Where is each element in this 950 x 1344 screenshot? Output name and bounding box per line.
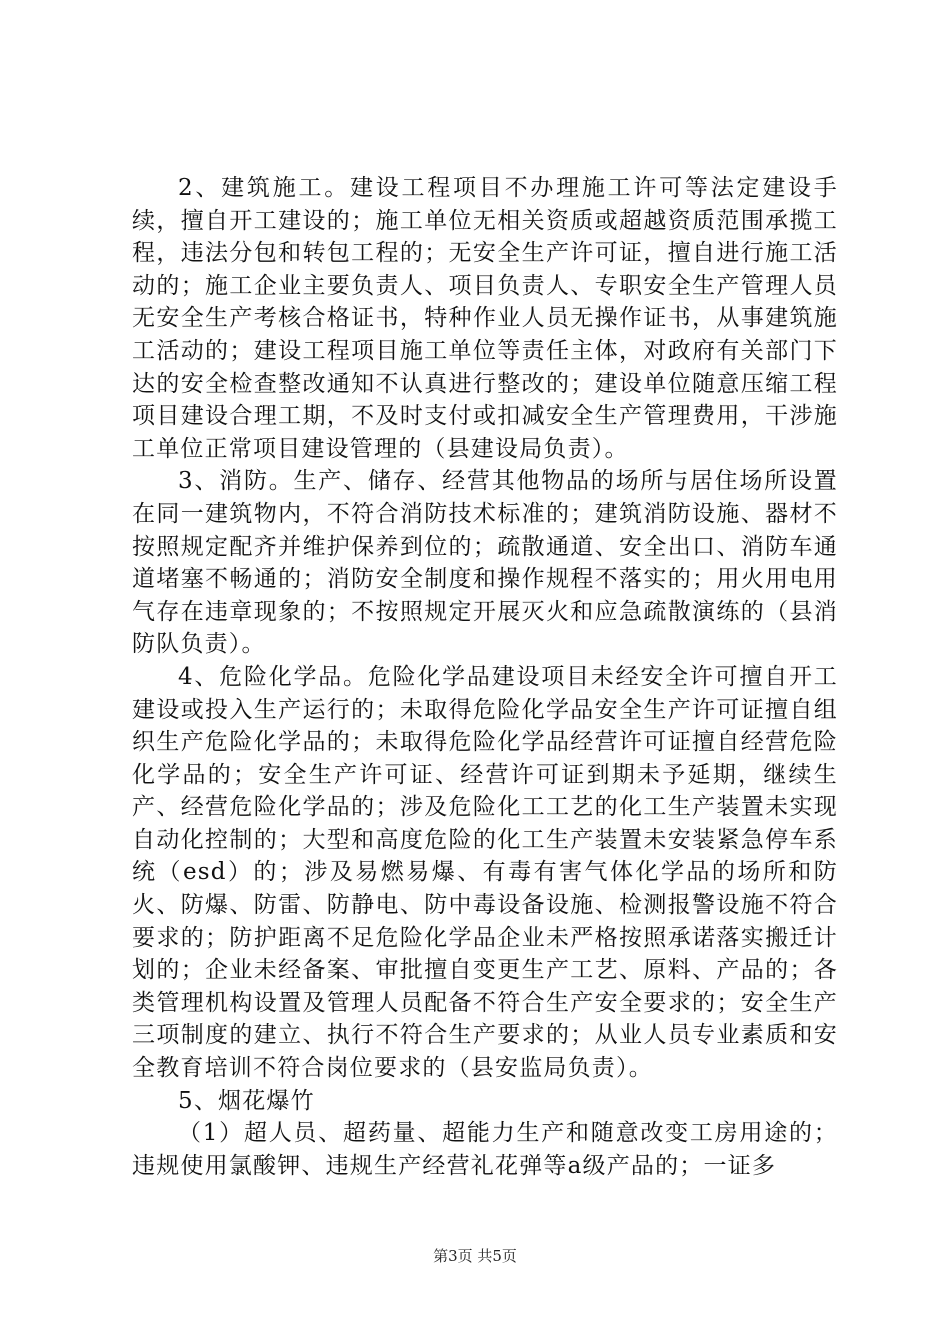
paragraph-fire-safety: 3、消防。生产、储存、经营其他物品的场所与居住场所设置在同一建筑物内，不符合消防技术标准的；建筑消防设施、器材不按照规定配齐并维护保养到位的；疏散通道、安全出口、消防车通道堵塞不畅通的；消防安全制度和操作规程不落实的；用火用电用气存在违章现象的；不按照规定开展灭火和应急疏散演练的（县消防队负责）。 <box>132 468 838 658</box>
paragraph-fireworks-heading: 5、烟花爆竹 <box>178 1087 315 1114</box>
paragraph-fireworks-item-1: （1）超人员、超药量、超能力生产和随意改变工房用途的；违规使用氯酸钾、违规生产经营礼花弹等a级产品的；一证多 <box>132 1120 838 1179</box>
page-footer: 第3页 共5页 <box>433 1247 517 1265</box>
paragraph-construction: 2、建筑施工。建设工程项目不办理施工许可等法定建设手续，擅自开工建设的；施工单位无相关资质或超越资质范围承揽工程，违法分包和转包工程的；无安全生产许可证，擅自进行施工活动的；施工企业主要负责人、项目负责人、专职安全生产管理人员无安全生产考核合格证书，特种作业人员无操作证书，从事建筑施工活动的；建设工程项目施工单位等责任主体，对政府有关部门下达的安全检查整改通知不认真进行整改的；建设单位随意压缩工程项目建设合理工期，不及时支付或扣减安全生产管理费用，干涉施工单位正常项目建设管理的（县建设局负责）。 <box>132 175 838 462</box>
paragraph-hazardous-chemicals: 4、危险化学品。危险化学品建设项目未经安全许可擅自开工建设或投入生产运行的；未取得危险化学品安全生产许可证擅自组织生产危险化学品的；未取得危险化学品经营许可证擅自经营危险化学品的；安全生产许可证、经营许可证到期未予延期，继续生产、经营危险化学品的；涉及危险化工工艺的化工生产装置未实现自动化控制的；大型和高度危险的化工生产装置未安装紧急停车系统（esd）的；涉及易燃易爆、有毒有害气体化学品的场所和防火、防爆、防雷、防静电、防中毒设备设施、检测报警设施不符合要求的；防护距离不足危险化学品企业未严格按照承诺落实搬迁计划的；企业未经备案、审批擅自变更生产工艺、原料、产品的；各类管理机构设置及管理人员配备不符合生产安全要求的；安全生产三项制度的建立、执行不符合生产要求的；从业人员专业素质和安全教育培训不符合岗位要求的（县安监局负责）。 <box>132 663 838 1082</box>
document-body <box>132 172 838 1182</box>
